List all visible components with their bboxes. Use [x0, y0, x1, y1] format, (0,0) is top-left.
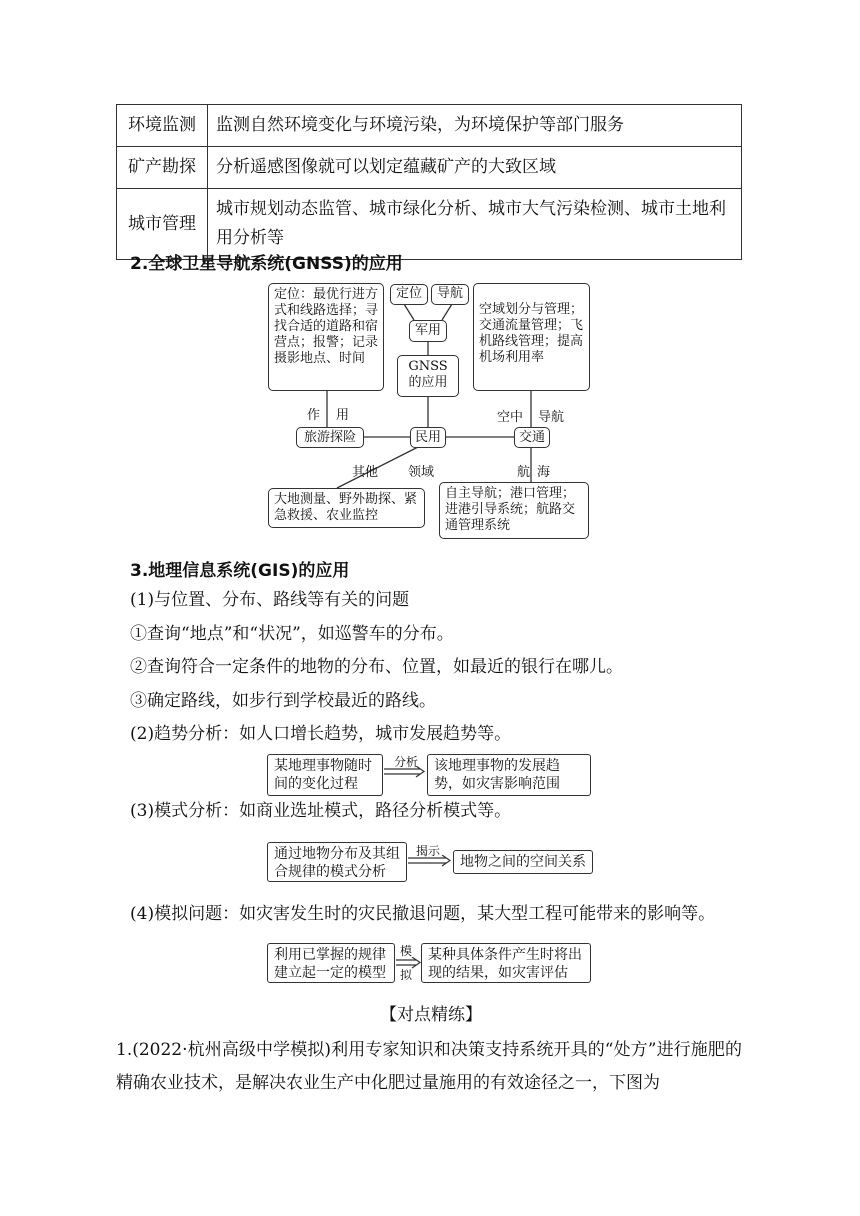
flow-arrow-label: 分析 [394, 755, 419, 769]
flow-result-box: 某种具体条件产生时将出现的结果，如灾害评估 [421, 943, 591, 983]
table-cell-value: 监测自然环境变化与环境污染，为环境保护等部门服务 [208, 105, 742, 147]
flow-result-box: 该地理事物的发展趋势，如灾害影响范围 [427, 754, 591, 796]
table-cell-key: 城市管理 [117, 189, 208, 260]
navigation-box: 导航 [431, 284, 469, 305]
flow-arrow-label-bottom: 拟 [400, 968, 413, 982]
flow-result-box: 地物之间的空间关系 [453, 850, 593, 874]
label-air: 空中 [497, 410, 524, 425]
double-arrow-icon [384, 766, 426, 778]
paragraph: (3)模式分析：如商业选址模式，路径分析模式等。 [130, 801, 512, 821]
table-cell-value: 分析遥感图像就可以划定蕴藏矿产的大致区域 [208, 147, 742, 189]
air-traffic-box: 空域划分与管理；交通流量管理；飞机路线管理；提高机场利用率 [473, 283, 590, 391]
paragraph: (2)趋势分析：如人口增长趋势，城市发展趋势等。 [130, 724, 512, 744]
label-field: 领域 [408, 465, 435, 480]
paragraph: (4)模拟问题：如灾害发生时的灾民撤退问题，某大型工程可能带来的影响等。 [130, 904, 716, 924]
tourism-box: 旅游探险 [296, 427, 364, 448]
tourism-uses-box: 定位：最优行进方式和线路选择；寻找合适的道路和宿营点；报警；记录摄影地点、时间 [268, 283, 384, 391]
paragraph: ③确定路线，如步行到学校最近的路线。 [130, 691, 436, 711]
table-cell-key: 矿产勘探 [117, 147, 208, 189]
paragraph: (1)与位置、分布、路线等有关的问题 [130, 590, 410, 610]
transport-box: 交通 [514, 427, 550, 448]
paragraph: ②查询符合一定条件的地物的分布、位置，如最近的银行在哪儿。 [130, 657, 623, 677]
flow-source-box: 利用已掌握的规律建立起一定的模型 [267, 943, 395, 983]
paragraph: ①查询“地点”和“状况”，如巡警车的分布。 [130, 624, 454, 644]
practice-heading: 【对点精练】 [380, 1005, 482, 1025]
table-cell-key: 环境监测 [117, 105, 208, 147]
label-hai: 海 [537, 465, 551, 480]
flow-source-box: 通过地物分布及其组合规律的模式分析 [267, 842, 407, 882]
maritime-box: 自主导航；港口管理；进港引导系统；航路交通管理系统 [439, 482, 589, 539]
positioning-box: 定位 [390, 284, 428, 305]
label-yong: 用 [336, 408, 350, 423]
flow-source-box: 某地理事物随时间的变化过程 [267, 754, 383, 796]
label-other: 其他 [352, 465, 379, 480]
gnss-application-box: GNSS的应用 [397, 355, 459, 397]
double-arrow-icon [408, 855, 452, 867]
double-arrow-icon [396, 957, 422, 969]
label-air-navigation: 导航 [538, 410, 565, 425]
section-heading-gnss: 2.全球卫星导航系统(GNSS)的应用 [130, 254, 403, 274]
military-box: 军用 [409, 320, 447, 342]
question-text: 1.(2022·杭州高级中学模拟)利用专家知识和决策支持系统开具的“处方”进行施肥的精确农业技术，是解决农业生产中化肥过量施用的有效途径之一，下图为 [116, 1040, 742, 1093]
section-heading-gis: 3.地理信息系统(GIS)的应用 [130, 561, 350, 581]
label-zuo: 作 [307, 408, 321, 423]
flow-arrow-label-top: 模 [400, 944, 413, 958]
civil-box: 民用 [410, 427, 446, 448]
flow-arrow-label: 揭示 [416, 844, 441, 858]
survey-box: 大地测量、野外勘探、紧急救援、农业监控 [268, 488, 425, 528]
label-hang: 航 [517, 465, 531, 480]
table-cell-value: 城市规划动态监管、城市绿化分析、城市大气污染检测、城市土地利用分析等 [208, 189, 742, 260]
